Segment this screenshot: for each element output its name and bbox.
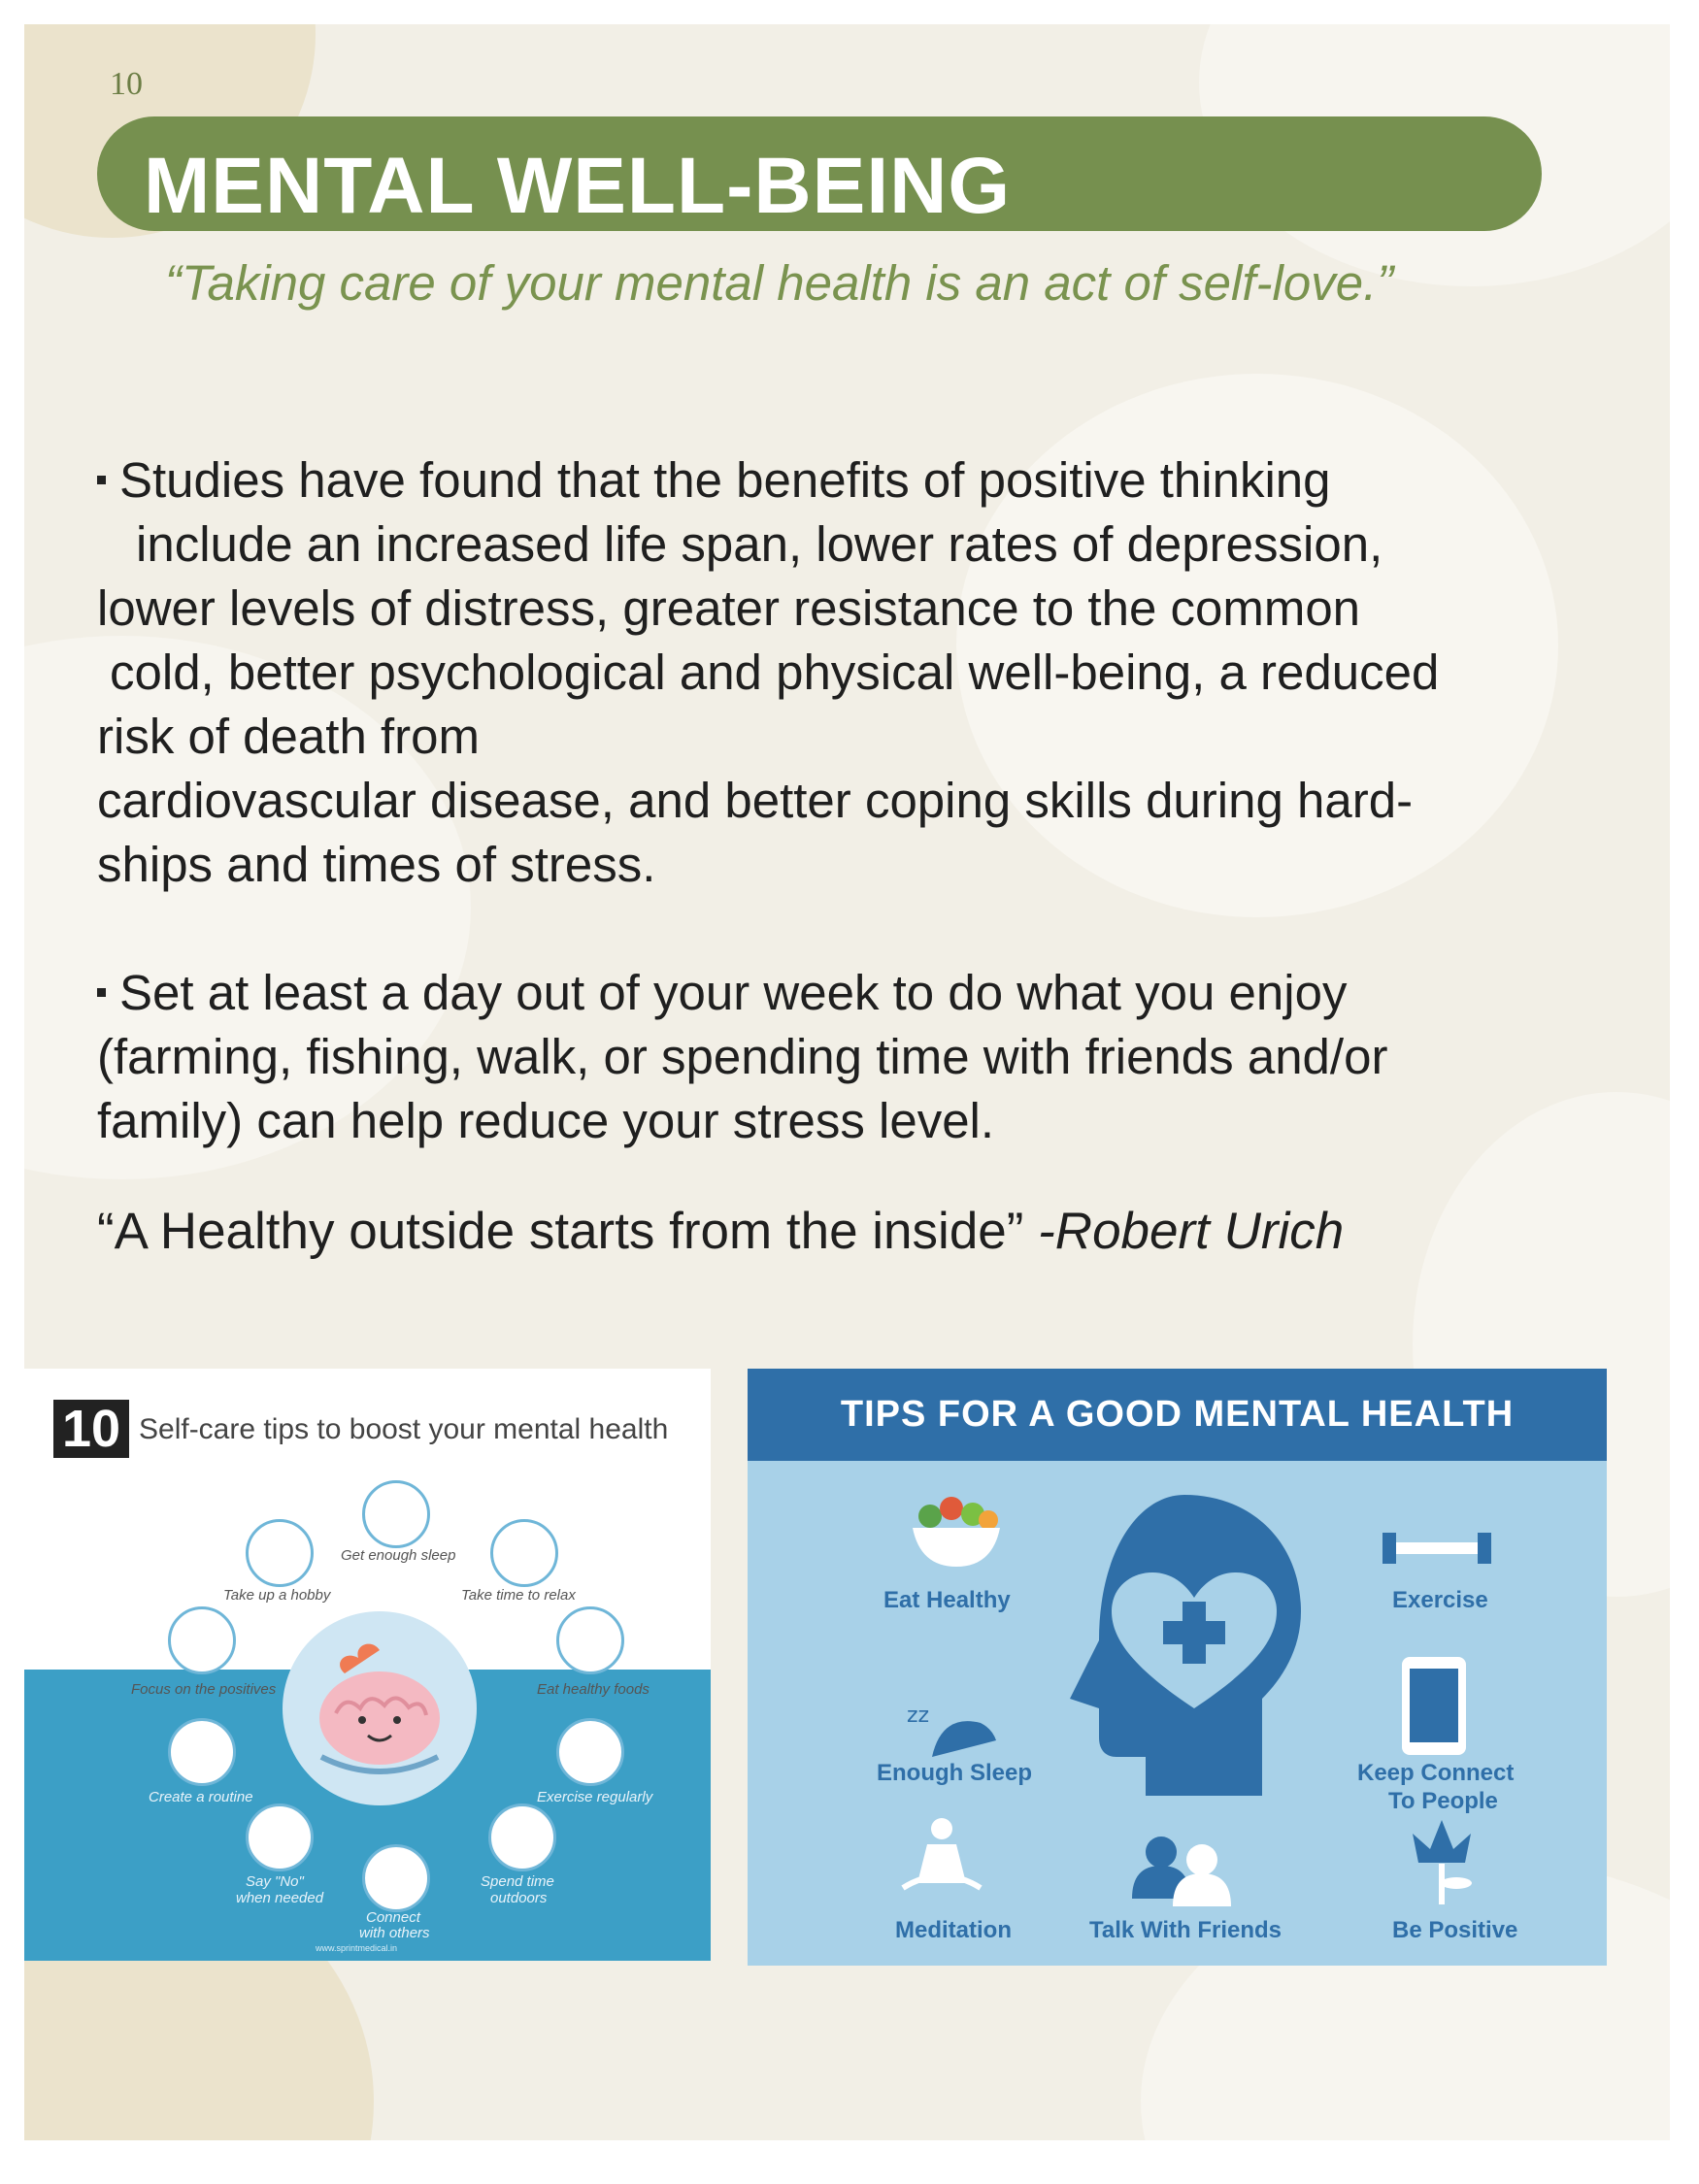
subtitle-quote: “Taking care of your mental health is an act of self-love.” <box>165 255 1394 311</box>
paragraph-1-line-4: cold, better psychological and physical well-being, a reduced <box>110 645 1440 700</box>
tip-foods: Eat healthy foods <box>537 1681 650 1698</box>
tip-hobby: Take up a hobby <box>223 1587 331 1604</box>
tip-connect-2: with others <box>359 1925 430 1941</box>
head-heart-icon <box>1058 1485 1311 1805</box>
outdoors-icon <box>488 1803 556 1871</box>
paragraph-2-line-2: (farming, fishing, walk, or spending time with friends and/or <box>97 1029 1388 1084</box>
page-number: 10 <box>110 66 143 102</box>
infographic-heading: Self-care tips to boost your mental health <box>139 1413 669 1445</box>
tip-exercise: Exercise <box>1392 1587 1488 1613</box>
bullet-icon <box>97 988 106 997</box>
paragraph-2-line-3: family) can help reduce your stress level. <box>97 1093 995 1148</box>
salad-bowl-icon <box>903 1495 1010 1572</box>
brain-illustration <box>283 1611 477 1805</box>
lotus-flower-icon <box>1398 1815 1485 1907</box>
paragraph-text: Studies have found that the benefits of positive thinking <box>119 452 1331 508</box>
tip-exercise: Exercise regularly <box>537 1789 653 1805</box>
infographic-title: TIPS FOR A GOOD MENTAL HEALTH <box>840 1394 1515 1435</box>
relax-icon <box>490 1519 558 1587</box>
tip-outdoors-1: Spend time <box>481 1873 554 1890</box>
tip-say-no-2: when needed <box>236 1890 324 1906</box>
paragraph-2-line-1 <box>97 961 1347 1025</box>
self-care-infographic <box>24 1369 711 1961</box>
paragraph-1-line-1 <box>97 448 1331 513</box>
tip-enough-sleep: Enough Sleep <box>877 1760 1033 1786</box>
tip-keep-connect-2: To People <box>1388 1788 1498 1814</box>
friends-icon <box>1126 1835 1243 1907</box>
dumbbell-icon <box>1379 1529 1495 1568</box>
tip-eat-healthy: Eat Healthy <box>883 1587 1011 1613</box>
exercise-icon <box>556 1718 624 1786</box>
say-no-icon <box>246 1803 314 1871</box>
paragraph-1-line-6: cardiovascular disease, and better coping skills during hard- <box>97 773 1414 828</box>
hobby-icon <box>246 1519 314 1587</box>
smiling-brain-icon <box>283 1611 477 1805</box>
healthy-food-icon <box>556 1606 624 1674</box>
paragraph-1-line-2: include an increased life span, lower rates of depression, <box>136 516 1383 572</box>
paragraph-1-line-5: risk of death from <box>97 709 480 764</box>
paragraph-1-line-7: ships and times of stress. <box>97 837 656 892</box>
meditation-icon <box>898 1815 985 1903</box>
paragraph-1-line-3: lower levels of distress, greater resistance to the common <box>97 580 1361 636</box>
infographic-number: 10 <box>53 1400 129 1458</box>
page-title: MENTAL WELL-BEING <box>144 142 1012 230</box>
tip-meditation: Meditation <box>895 1917 1012 1943</box>
tip-talk-with-friends: Talk With Friends <box>1089 1917 1283 1943</box>
tip-positives: Focus on the positives <box>131 1681 277 1698</box>
positives-icon <box>168 1606 236 1674</box>
connect-icon <box>362 1844 430 1912</box>
closing-quote-text: “A Healthy outside starts from the inside” <box>97 1203 1039 1260</box>
svg-text:zz: zz <box>907 1704 930 1728</box>
tip-connect-1: Connect <box>366 1909 420 1926</box>
tip-outdoors-2: outdoors <box>490 1890 548 1906</box>
paragraph-text: Set at least a day out of your week to do what you enjoy <box>119 965 1348 1020</box>
tip-routine: Create a routine <box>149 1789 253 1805</box>
tip-keep-connect-1: Keep Connect <box>1357 1760 1515 1786</box>
smartphone-icon <box>1400 1655 1468 1757</box>
tip-relax: Take time to relax <box>461 1587 576 1604</box>
tip-say-no-1: Say "No" <box>246 1873 304 1890</box>
infographic-website: www.sprintmedical.in <box>316 1943 398 1953</box>
sleep-icon <box>362 1480 430 1548</box>
tip-be-positive: Be Positive <box>1392 1917 1518 1943</box>
routine-icon <box>168 1718 236 1786</box>
mental-health-tips-infographic <box>748 1369 1607 1966</box>
closing-quote-author: -Robert Urich <box>1038 1203 1345 1260</box>
closing-quote <box>97 1202 1344 1261</box>
sleep-cap-icon <box>903 1689 1000 1762</box>
tip-sleep: Get enough sleep <box>341 1547 456 1564</box>
bullet-icon <box>97 476 106 484</box>
